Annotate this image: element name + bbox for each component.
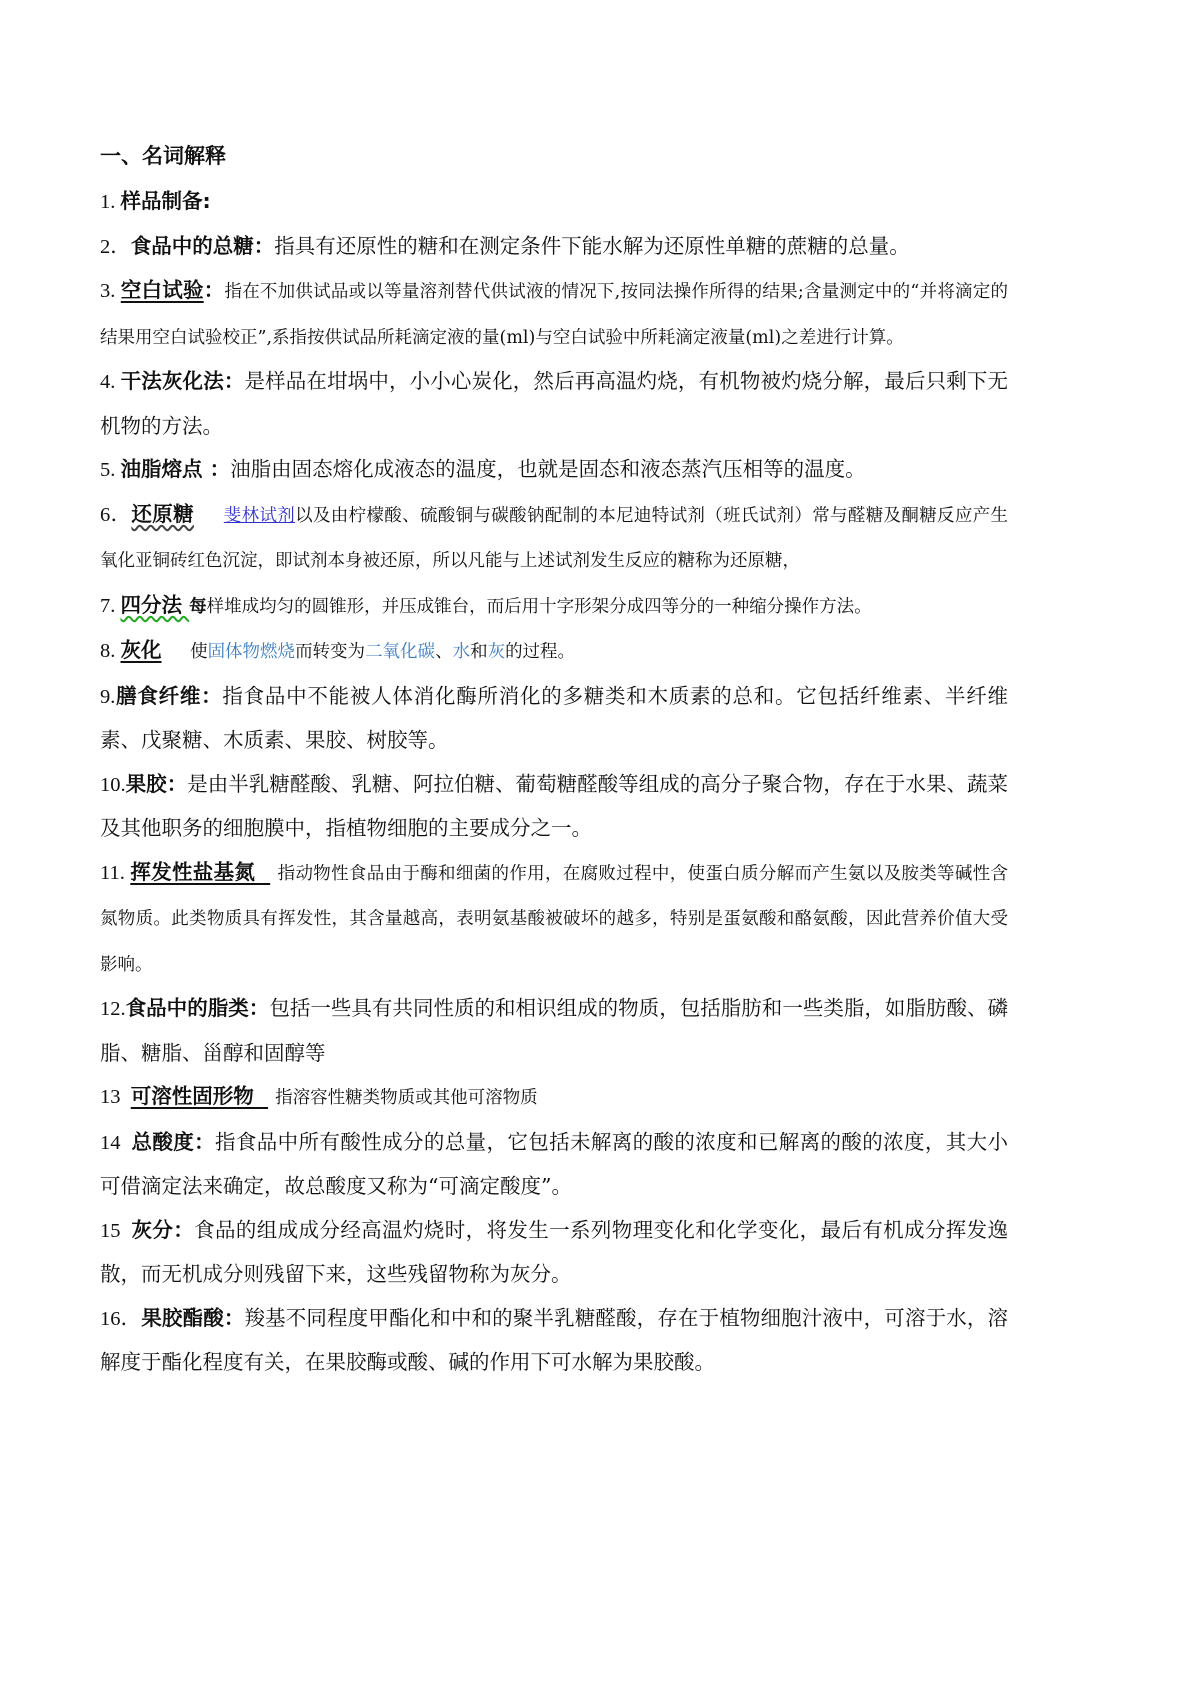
item-definition — [100, 503, 1009, 572]
item-definition — [100, 282, 1008, 348]
item-number: 8. — [100, 640, 121, 662]
definition-text: 油脂由固态熔化成液态的温度，也就是固态和液态蒸汽压相等的温度。 — [230, 457, 866, 481]
item-term: 灰分 — [131, 1217, 174, 1242]
item-number: 13 — [100, 1086, 131, 1108]
item-number: 11. — [100, 861, 131, 884]
item-number: 7. — [100, 594, 121, 617]
item-number: 16． — [100, 1307, 142, 1330]
definition-item — [100, 629, 1008, 675]
term-separator — [162, 638, 191, 662]
definition-list — [100, 180, 1008, 1385]
item-number: 9. — [100, 685, 116, 708]
term-separator: ： — [253, 233, 275, 258]
definition-text: 指在不加供试品或以等量溶剂替代供试液的情况下,按同法操作所得的结果;含量测定中的“并将滴定的结果用空白试验校正”,系指按供试品所耗滴定液的量(ml)与空白试验中所耗滴定液量(ml)之差进行计算。 — [100, 282, 1009, 348]
term-separator: ： — [201, 683, 223, 708]
term-separator: ： — [223, 369, 245, 393]
definition-text: 指食品中不能被人体消化酶所消化的多糖类和木质素的总和。它包括纤维素、半纤维素、戊聚糖、木质素、果胶、树胶等。 — [100, 683, 1009, 752]
definition-text: 和 — [470, 642, 488, 662]
item-term: 挥发性盐基氮 — [130, 859, 271, 884]
item-number: 6． — [100, 503, 132, 526]
section-heading: 一、名词解释 — [100, 144, 226, 168]
definition-text: 样堆成均匀的圆锥形，并压成锥台，而后用十字形架分成四等分的一种缩分操作方法。 — [206, 596, 872, 617]
document-page — [100, 138, 1008, 1385]
item-term: 食品中的脂类 — [125, 996, 249, 1020]
definition-text: 指具有还原性的糖和在测定条件下能水解为还原性单糖的蔗糖的总量。 — [274, 233, 910, 258]
item-term: 样品制备: — [120, 189, 211, 213]
definition-text: 使 — [190, 642, 208, 662]
term-separator: ： — [194, 1129, 216, 1154]
item-definition — [100, 684, 1008, 753]
definition-item — [100, 269, 1008, 360]
item-term: 可溶性固形物 — [130, 1084, 269, 1108]
item-number: 12. — [100, 998, 126, 1020]
definition-text: 以及由柠檬酸、硫酸铜与碳酸钠配制的本尼迪特试剂（班氏试剂）常与醛糖及酮糖反应产生氧化亚铜砖红色沉淀，即试剂本身被还原，所以凡能与上述试剂发生反应的糖称为还原糖， — [100, 505, 1009, 571]
definition-text: 指食品中所有酸性成分的总量，它包括未解离的酸的浓度和已解离的酸的浓度，其大小可借滴定法来确定，故总酸度又称为“可滴定酸度”。 — [100, 1129, 1009, 1198]
item-term: 膳食纤维 — [115, 683, 202, 708]
item-term: 还原糖 — [131, 501, 194, 526]
term-separator: ： — [223, 1305, 245, 1330]
item-definition — [190, 642, 575, 662]
definition-text: 是由半乳糖醛酸、乳糖、阿拉伯糖、葡萄糖醛酸等组成的高分子聚合物，存在于水果、蔬菜及其他职务的细胞膜中，指植物细胞的主要成分之一。 — [100, 771, 1009, 840]
definition-item — [100, 675, 1008, 763]
item-number: 10. — [100, 773, 126, 796]
term-separator — [194, 502, 224, 526]
definition-item — [100, 1075, 1008, 1121]
term-separator: ： — [209, 457, 231, 481]
item-term: 食品中的总糖 — [130, 233, 254, 258]
definition-text: 是样品在坩埚中，小小心炭化，然后再高温灼烧，有机物被灼烧分解，最后只剩下无机物的方法。 — [100, 369, 1009, 438]
definition-item — [100, 987, 1008, 1075]
definition-item — [100, 493, 1008, 584]
definition-item — [100, 763, 1008, 851]
item-number: 14 — [100, 1131, 132, 1154]
definition-item — [100, 1209, 1008, 1297]
item-term: 四分法 — [120, 592, 190, 617]
item-definition — [100, 1218, 1008, 1287]
term-separator: ： — [173, 1217, 195, 1242]
item-number: 4. — [100, 371, 121, 393]
definition-item — [100, 1121, 1008, 1209]
item-term: 灰化 — [120, 638, 162, 662]
definition-text: 的过程。 — [505, 642, 576, 662]
item-definition — [275, 1088, 538, 1108]
definition-text: 食品的组成成分经高温灼烧时，将发生一系列物理变化和化学变化，最后有机成分挥发逸散，而无机成分则残留下来，这些残留物称为灰分。 — [100, 1217, 1009, 1286]
hyperlink[interactable]: 斐林试剂 — [223, 505, 296, 526]
item-number: 2． — [100, 235, 131, 258]
definition-item — [100, 180, 1008, 225]
definition-item — [100, 448, 1008, 493]
item-definition — [274, 234, 910, 258]
definition-item — [100, 1297, 1008, 1385]
definition-text: 包括一些具有共同性质的和相识组成的物质，包括脂肪和一些类脂，如脂肪酸、磷脂、糖脂、甾醇和固醇等 — [100, 996, 1009, 1065]
item-definition — [100, 1130, 1008, 1199]
definition-text[interactable]: 固体物燃烧 — [207, 642, 296, 662]
definition-text: 指动物性食品由于酶和细菌的作用，在腐败过程中，使蛋白质分解而产生氨以及胺类等碱性含氮物质。此类物质具有挥发性，其含量越高，表明氨基酸被破坏的越多，特别是蛋氨酸和酪氨酸，因此营养价值大受影响。 — [100, 863, 1009, 975]
definition-text: 指溶容性糖类物质或其他可溶物质 — [275, 1088, 538, 1108]
definition-text[interactable]: 水 — [452, 642, 471, 662]
term-separator: ： — [166, 771, 188, 796]
item-definition — [230, 457, 866, 481]
item-term: 油脂熔点 — [120, 457, 210, 481]
definition-text[interactable]: 灰 — [487, 642, 506, 662]
item-number: 3. — [100, 280, 121, 302]
definition-text: 每 — [189, 596, 207, 617]
item-number: 5. — [100, 459, 121, 481]
item-term: 干法灰化法 — [120, 369, 224, 393]
term-separator: ： — [203, 278, 225, 302]
definition-item — [100, 360, 1008, 448]
term-separator — [270, 860, 277, 884]
definition-text: 而转变为 — [295, 642, 366, 662]
item-term: 总酸度 — [131, 1129, 195, 1154]
definition-text: 、 — [435, 642, 453, 662]
definition-text: 羧基不同程度甲酯化和中和的聚半乳糖醛酸，存在于植物细胞汁液中，可溶于水，溶解度于酯化程度有关，在果胶酶或酸、碱的作用下可水解为果胶酸。 — [100, 1305, 1009, 1374]
item-number: 1. — [100, 191, 121, 213]
item-number: 15 — [100, 1219, 132, 1242]
term-separator: ： — [248, 996, 270, 1020]
item-term: 果胶酯酸 — [141, 1305, 224, 1330]
item-term: 空白试验 — [120, 278, 204, 302]
definition-item — [100, 225, 1008, 270]
definition-text[interactable]: 二氧化碳 — [365, 642, 436, 662]
definition-item — [100, 584, 1008, 630]
definition-item — [100, 851, 1008, 988]
item-term: 果胶 — [125, 771, 167, 796]
item-definition — [100, 772, 1008, 841]
item-definition — [189, 597, 872, 617]
